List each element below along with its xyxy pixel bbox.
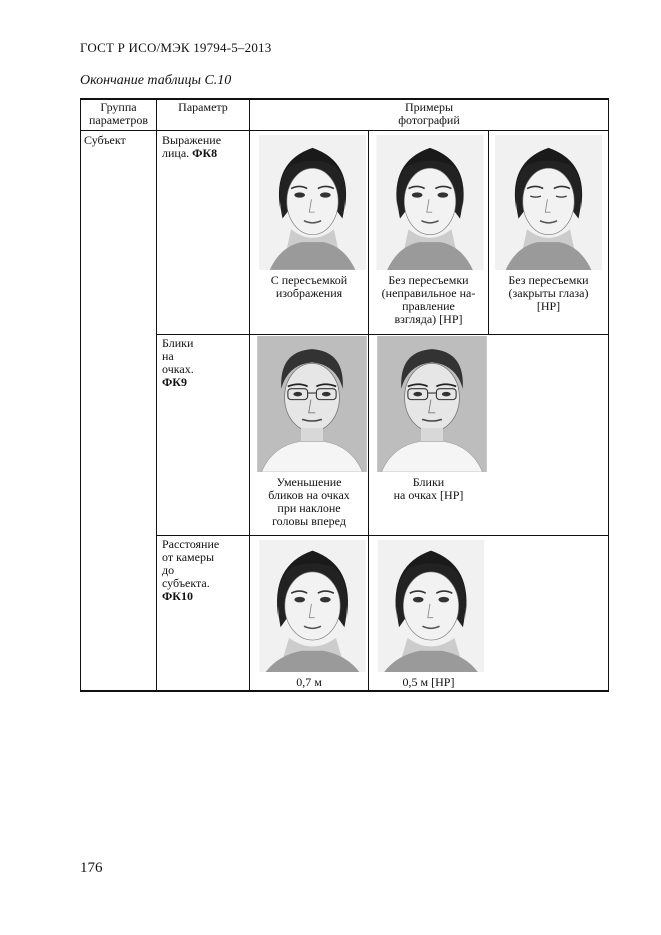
female-face-photo bbox=[259, 135, 366, 270]
row1-bottom-border bbox=[156, 334, 608, 335]
param-fk8: Выражение лица. ФК8 bbox=[162, 133, 222, 160]
table-right-border bbox=[608, 98, 609, 692]
photo-caption-1: С пересъемкой изображения bbox=[270, 273, 348, 300]
female-face-photo bbox=[259, 540, 366, 672]
photo-caption-7: 0,5 м [НР] bbox=[402, 675, 455, 689]
photo-divider-1 bbox=[368, 130, 369, 692]
female-face-photo bbox=[376, 135, 484, 270]
photo-caption-4: Уменьшение бликов на очках при наклоне головы вперед bbox=[268, 475, 350, 528]
photo-caption-5: Блики на очках [НР] bbox=[393, 475, 464, 502]
page-number: 176 bbox=[80, 860, 103, 876]
table-caption: Окончание таблицы С.10 bbox=[80, 73, 232, 88]
param-fk10: Расстояние от камеры до субъекта. ФК10 bbox=[162, 537, 220, 603]
group-subject: Субъект bbox=[84, 133, 126, 147]
param-fk9: Блики на очках. ФК9 bbox=[162, 336, 194, 389]
header-bottom-border bbox=[80, 130, 608, 131]
photo-caption-2: Без пересъемки (неправильное на- правление взгляда) [НР] bbox=[381, 273, 476, 326]
row2-bottom-border bbox=[156, 535, 608, 536]
photo-caption-6: 0,7 м bbox=[296, 675, 322, 689]
male-face-glasses-photo bbox=[377, 336, 487, 472]
table-left-border bbox=[80, 98, 81, 692]
male-face-glasses-photo bbox=[257, 336, 367, 472]
document-header: ГОСТ Р ИСО/МЭК 19794-5–2013 bbox=[80, 40, 272, 55]
header-group: Группа параметров bbox=[88, 100, 149, 127]
param-column-border bbox=[249, 98, 250, 692]
group-column-border bbox=[156, 98, 157, 692]
header-examples: Примеры фотографий bbox=[398, 100, 460, 127]
header-parameter: Параметр bbox=[178, 100, 228, 114]
table-bottom-border bbox=[80, 690, 608, 692]
table-top-border bbox=[80, 98, 608, 100]
female-face-closed-eyes-photo bbox=[493, 135, 604, 270]
photo-caption-3: Без пересъемки (закрыты глаза) [НР] bbox=[508, 273, 589, 313]
female-face-photo bbox=[377, 540, 485, 672]
